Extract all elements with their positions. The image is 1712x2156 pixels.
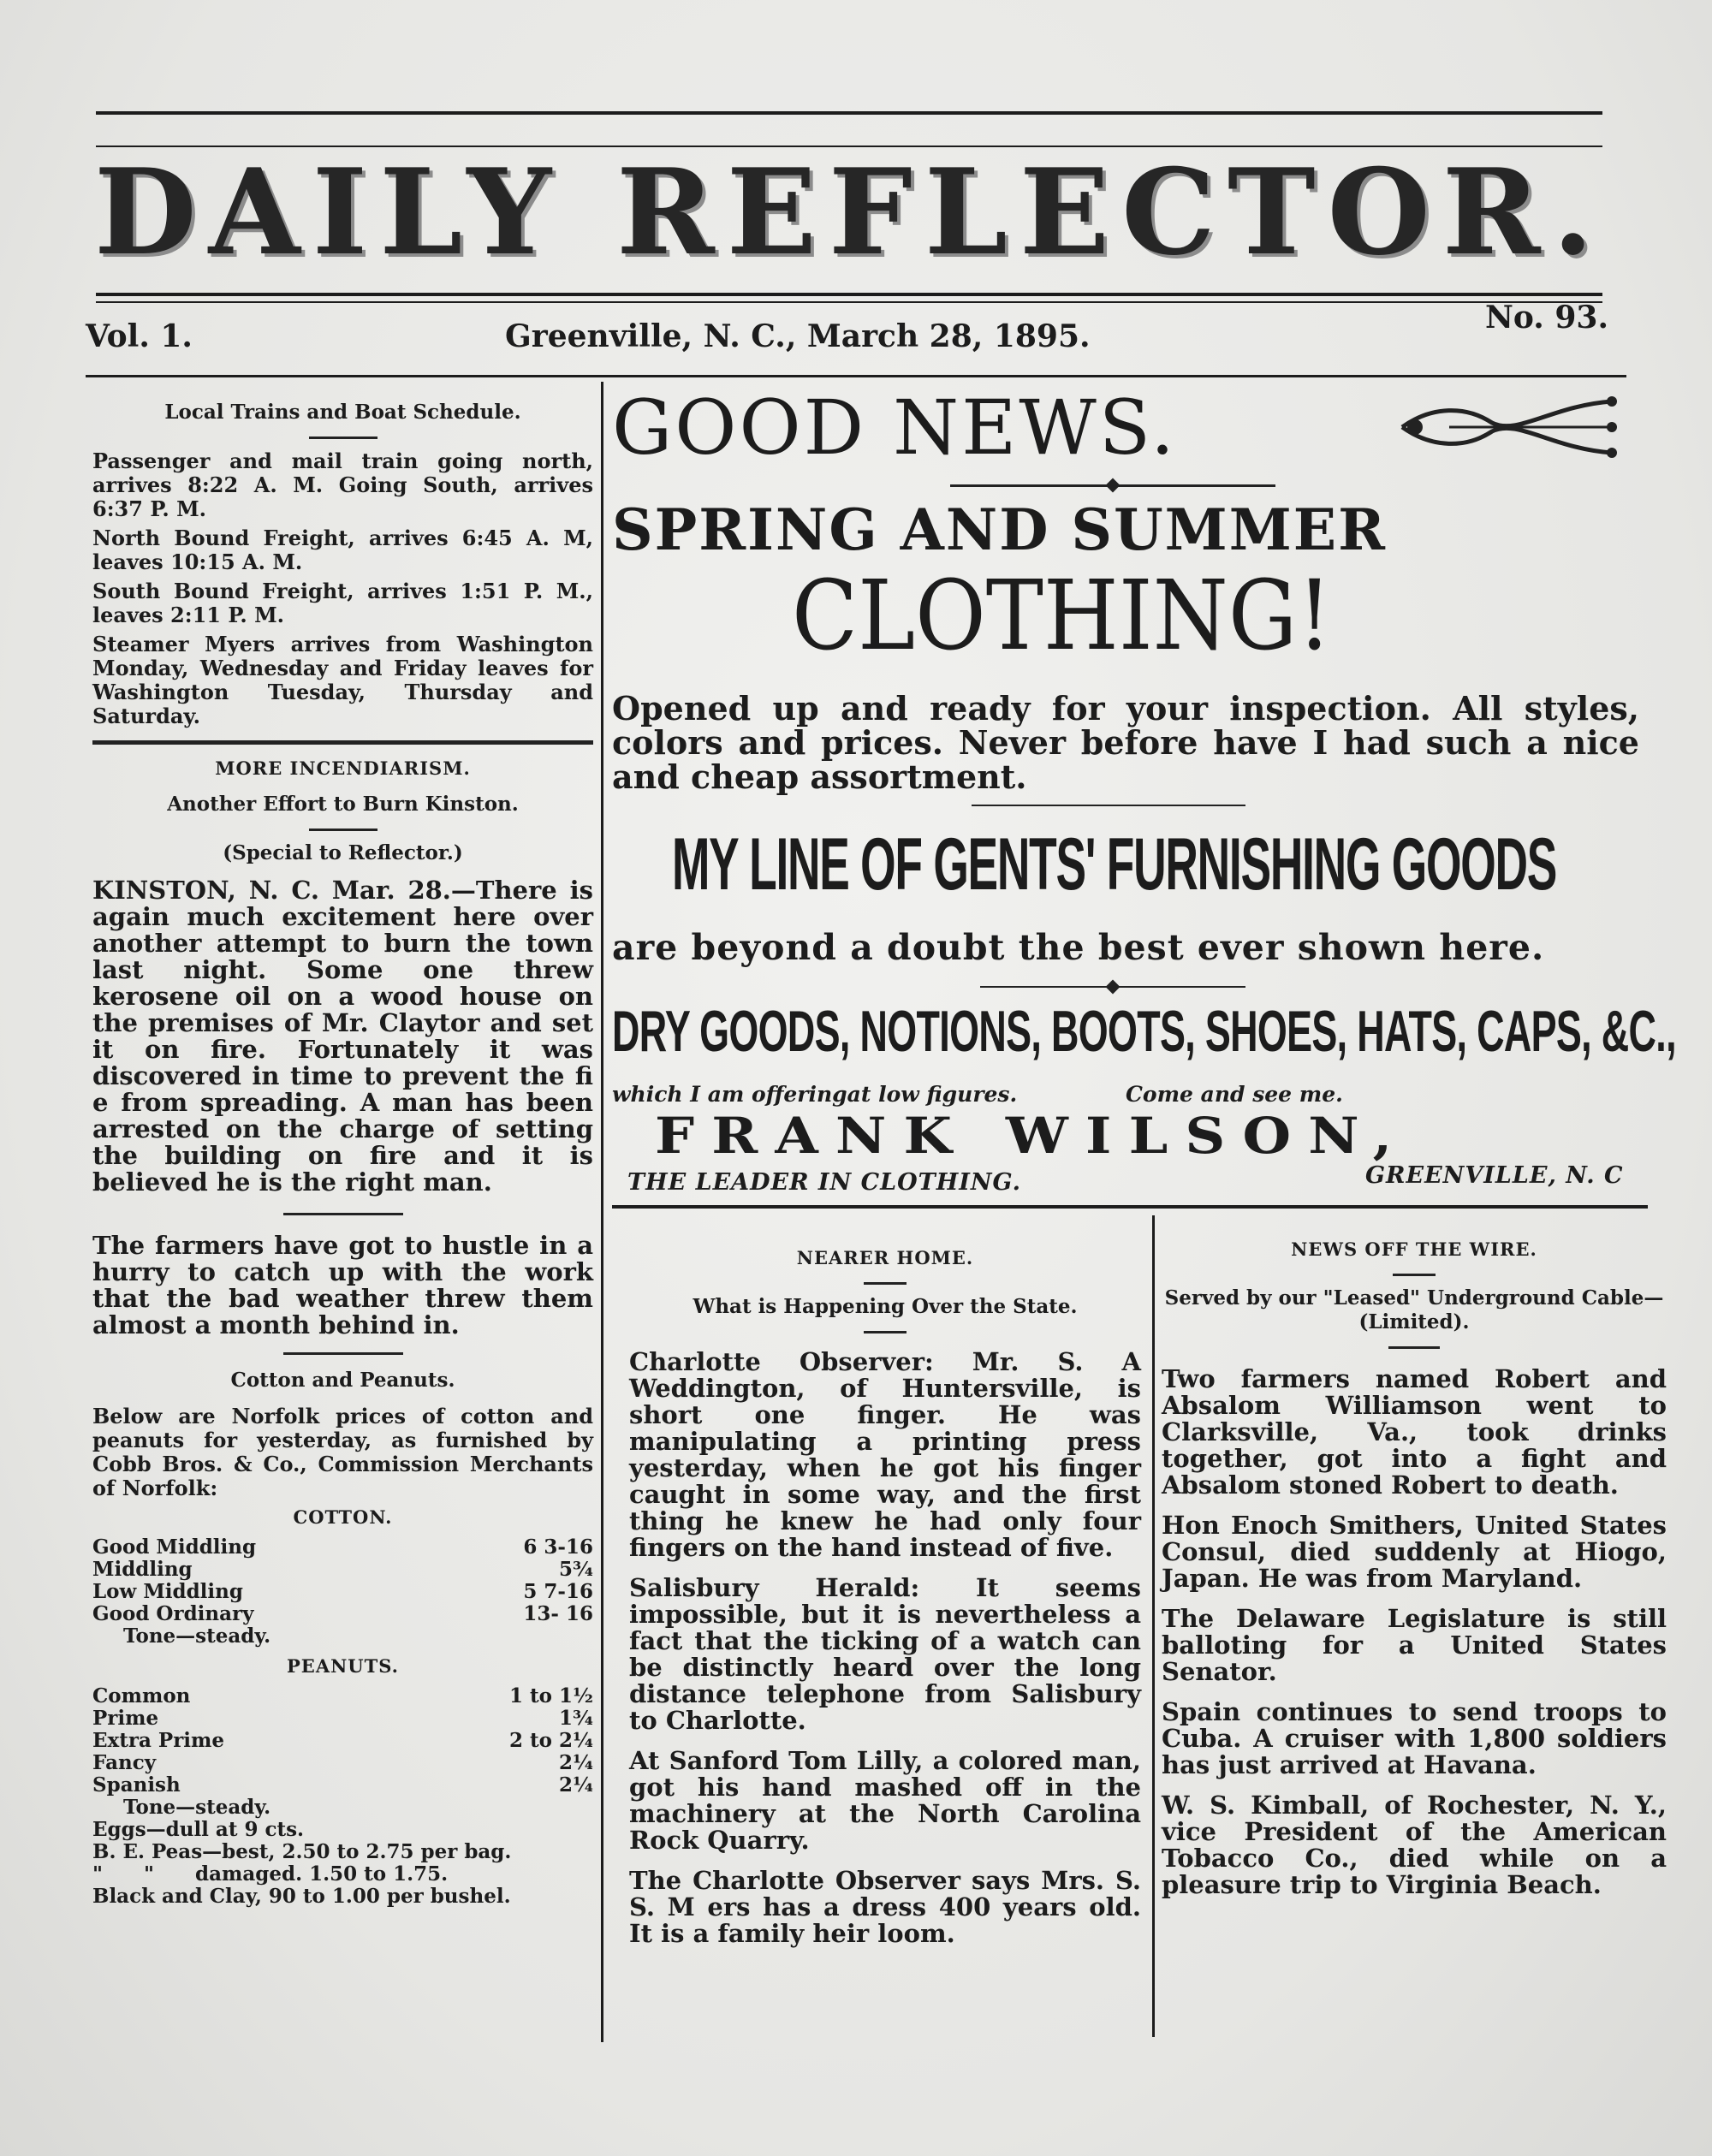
column-rule-right bbox=[1152, 1215, 1155, 2037]
masthead-title: DAILY REFLECTOR. bbox=[94, 142, 1606, 282]
price-row: Middling 5¾ bbox=[92, 1558, 593, 1581]
price-row: Fancy 2¼ bbox=[92, 1751, 593, 1774]
price-row: Common 1 to 1½ bbox=[92, 1684, 593, 1708]
price-row: Good Ordinary 13- 16 bbox=[92, 1602, 593, 1625]
peanuts-tone: Tone—steady. bbox=[123, 1796, 271, 1819]
trains-paragraph: North Bound Freight, arrives 6:45 A. M, leaves 10:15 A. M. bbox=[92, 526, 593, 574]
ornament-diamond-icon bbox=[1106, 478, 1121, 493]
masthead-bottom-rule-thin bbox=[96, 301, 1602, 303]
peanuts-table bbox=[92, 1685, 593, 1819]
misc-prices bbox=[92, 1819, 593, 1908]
news-paragraph: W. S. Kimball, of Rochester, N. Y., vice President of the American Tobacco Co., died while on a pleasure trip to Virginia Beach. bbox=[1162, 1791, 1667, 1899]
price-row: Spanish 2¼ bbox=[92, 1773, 593, 1797]
misc-line: B. E. Peas—best, 2.50 to 2.75 per bag. bbox=[92, 1840, 512, 1863]
good-news-headline: GOOD NEWS. bbox=[612, 383, 1177, 472]
news-paragraph: The Delaware Legislature is still balloting for a United States Senator. bbox=[1162, 1604, 1667, 1686]
incendiarism-heading: MORE INCENDIARISM. bbox=[215, 757, 471, 779]
trains-paragraph: South Bound Freight, arrives 1:51 P. M., leaves 2:11 P. M. bbox=[92, 579, 593, 627]
cotton-label: COTTON. bbox=[293, 1506, 393, 1528]
divider bbox=[1393, 1274, 1436, 1276]
news-paragraph: Spain continues to send troops to Cuba. A cruiser with 1,800 soldiers has just arrived at Havana. bbox=[1162, 1697, 1667, 1779]
divider bbox=[864, 1282, 907, 1285]
news-wire-subhead: Served by our "Leased" Underground Cable—(Limited). bbox=[1164, 1286, 1664, 1333]
divider bbox=[864, 1331, 907, 1333]
news-paragraph: Two farmers named Robert and Absalom Williamson went to Clarksville, Va., took drinks together, got into a fight and Absalom stoned Robert to death. bbox=[1162, 1364, 1667, 1500]
nearer-home-subhead: What is Happening Over the State. bbox=[693, 1295, 1078, 1318]
column-rule-left bbox=[601, 382, 603, 2042]
nearer-home-heading: NEARER HOME. bbox=[796, 1247, 974, 1268]
volume-label: Vol. 1. bbox=[86, 318, 193, 354]
news-paragraph: Charlotte Observer: Mr. S. A Weddington, of Huntersville, is short one finger. He was manipulating a printing press yesterday, when he got his finger caught in some way, and the first thing he knew he had only four fingers on the hand instead of five. bbox=[629, 1347, 1141, 1562]
news-paragraph: At Sanford Tom Lilly, a colored man, got his hand mashed off in the machinery at the North Carolina Rock Quarry. bbox=[629, 1746, 1141, 1855]
ornament-diamond-icon bbox=[1106, 980, 1121, 995]
middle-column bbox=[629, 1246, 1141, 1952]
left-column bbox=[92, 401, 593, 1908]
cotton-intro: Below are Norfolk prices of cotton and peanuts for yesterday, as furnished by Cobb Bros. & Co., Commission Merchants of Norfolk: bbox=[92, 1404, 593, 1500]
masthead-bottom-rule bbox=[96, 293, 1602, 296]
leader-line: THE LEADER IN CLOTHING. bbox=[627, 1169, 1022, 1196]
ornament-rule bbox=[972, 805, 1245, 806]
cotton-peanuts-heading: Cotton and Peanuts. bbox=[230, 1369, 455, 1392]
place-line: GREENVILLE, N. C bbox=[1365, 1162, 1624, 1189]
cotton-tone: Tone—steady. bbox=[123, 1624, 271, 1648]
misc-line: Eggs—dull at 9 cts. bbox=[92, 1818, 305, 1841]
incendiarism-subhead: Another Effort to Burn Kinston. bbox=[167, 793, 519, 816]
divider bbox=[283, 1213, 403, 1215]
dry-goods-line: DRY GOODS, NOTIONS, BOOTS, SHOES, HATS, CAPS, &C., bbox=[612, 999, 1676, 1064]
incendiarism-special: (Special to Reflector.) bbox=[223, 841, 463, 864]
advertisement-bottom-rule bbox=[612, 1205, 1648, 1209]
beyond-doubt-line: are beyond a doubt the best ever shown here. bbox=[612, 927, 1545, 968]
news-paragraph: The Charlotte Observer says Mrs. S. S. M ers has a dress 400 years old. It is a family heir loom. bbox=[629, 1866, 1141, 1948]
misc-line: " " damaged. 1.50 to 1.75. bbox=[92, 1862, 449, 1886]
flourish-icon bbox=[1398, 389, 1620, 466]
section-rule bbox=[92, 740, 593, 745]
clothing-headline: CLOTHING! bbox=[792, 561, 1332, 672]
price-row: Extra Prime 2 to 2¼ bbox=[92, 1729, 593, 1752]
news-wire-heading: NEWS OFF THE WIRE. bbox=[1291, 1238, 1537, 1260]
divider bbox=[309, 437, 377, 439]
price-row: Low Middling 5 7-16 bbox=[92, 1580, 593, 1603]
price-row: Good Middling 6 3-16 bbox=[92, 1535, 593, 1559]
divider bbox=[309, 829, 377, 831]
opened-paragraph: Opened up and ready for your inspection. All styles, colors and prices. Never before have I had such a nice and cheap assortment. bbox=[612, 689, 1639, 796]
divider bbox=[1388, 1346, 1440, 1349]
spring-summer-line: SPRING AND SUMMER bbox=[612, 496, 1387, 563]
price-row: Prime 1¾ bbox=[92, 1707, 593, 1730]
trains-paragraph: Passenger and mail train going north, arrives 8:22 A. M. Going South, arrives 6:37 P. M. bbox=[92, 448, 593, 521]
farmers-body: The farmers have got to hustle in a hurry to catch up with the work that the bad weather threw them almost a month behind in. bbox=[92, 1231, 593, 1339]
news-paragraph: Salisbury Herald: It seems impossible, but it is nevertheless a fact that the ticking of a watch can be distinctly heard over the long distance telephone from Salisbury to Charlotte. bbox=[629, 1573, 1141, 1735]
right-column bbox=[1162, 1238, 1667, 1904]
divider bbox=[283, 1352, 403, 1355]
issue-number: No. 93. bbox=[1485, 300, 1608, 336]
frank-wilson-advertisement bbox=[612, 382, 1676, 1203]
news-paragraph: Hon Enoch Smithers, United States Consul, died suddenly at Hiogo, Japan. He was from Maryland. bbox=[1162, 1511, 1667, 1593]
offering-line: which I am offeringat low figures. bbox=[612, 1082, 1018, 1107]
masthead-top-rule bbox=[96, 111, 1602, 115]
merchant-name: FRANK WILSON, bbox=[655, 1107, 1410, 1165]
trains-paragraph: Steamer Myers arrives from Washington Monday, Wednesday and Friday leaves for Washington Tuesday, Thursday and Saturday. bbox=[92, 632, 593, 728]
trains-heading: Local Trains and Boat Schedule. bbox=[164, 401, 521, 424]
peanuts-label: PEANUTS. bbox=[287, 1655, 399, 1677]
come-see-line: Come and see me. bbox=[1126, 1082, 1343, 1107]
gents-furnishing-line: MY LINE OF GENTS' FURNISHING GOODS bbox=[672, 823, 1557, 906]
dateline-place-date: Greenville, N. C., March 28, 1895. bbox=[505, 318, 1091, 354]
dateline-rule bbox=[86, 375, 1626, 377]
cotton-table bbox=[92, 1536, 593, 1648]
misc-line: Black and Clay, 90 to 1.00 per bushel. bbox=[92, 1885, 511, 1908]
incendiarism-body: KINSTON, N. C. Mar. 28.—There is again much excitement here over another attempt to burn the town last night. Some one threw kerosene oil on a wood house on the premises of Mr. Claytor and set it on fire. Fortunately it was discovered in time to prevent the fi e from spreading. A man has been arrested on the charge of setting the building on fire and it is believed he is the right man. bbox=[92, 876, 593, 1197]
